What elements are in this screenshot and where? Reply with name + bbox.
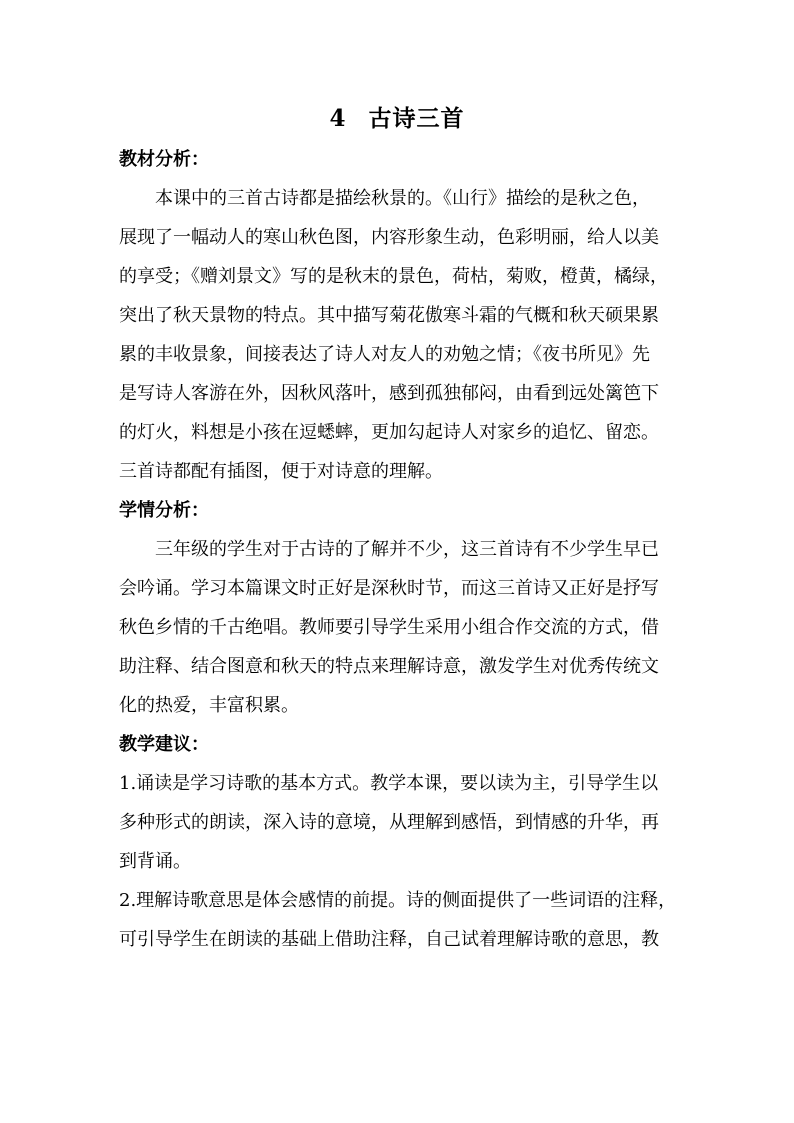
text-line: 本课中的三首古诗都是描绘秋景的。《山行》描绘的是秋之色， [155,188,650,209]
section-heading-textbook-analysis: 教材分析： [119,149,209,170]
document-body [119,140,694,959]
text-line: 三首诗都配有插图，便于对诗意的理解。 [119,461,443,482]
text-line: 到背诵。 [119,851,191,872]
text-line: 1.诵读是学习诗歌的基本方式。教学本课，要以读为主，引导学生以 [119,773,659,794]
text-line: 展现了一幅动人的寒山秋色图，内容形象生动，色彩明丽，给人以美 [119,227,659,248]
paragraph-textbook-analysis [119,179,694,491]
paragraph-student-analysis [119,530,694,725]
section-heading-teaching-suggestions: 教学建议： [119,734,209,755]
list-item-suggestion-2 [119,881,694,959]
list-item-suggestion-1 [119,764,694,881]
text-line: 多种形式的朗读，深入诗的意境，从理解到感悟，到情感的升华，再 [119,812,659,833]
text-line: 秋色乡情的千古绝唱。教师要引导学生采用小组合作交流的方式，借 [119,617,659,638]
text-line: 2.理解诗歌意思是体会感情的前提。诗的侧面提供了一些词语的注释， [119,890,677,911]
text-line: 可引导学生在朗读的基础上借助注释，自己试着理解诗歌的意思，教 [119,929,659,950]
text-line: 会吟诵。学习本篇课文时正好是深秋时节，而这三首诗又正好是抒写 [119,578,659,599]
text-line: 的享受；《赠刘景文》写的是秋末的景色，荷枯，菊败，橙黄，橘绿， [119,266,668,287]
text-line: 的灯火，料想是小孩在逗蟋蟀，更加勾起诗人对家乡的追忆、留恋。 [119,422,659,443]
title-text: 古诗三首 [368,105,465,132]
text-line: 累的丰收景象，间接表达了诗人对友人的劝勉之情；《夜书所见》先 [119,344,650,365]
text-line: 突出了秋天景物的特点。其中描写菊花傲寒斗霜的气概和秋天硕果累 [119,305,659,326]
section-heading-student-analysis: 学情分析： [119,500,209,521]
text-line: 助注释、结合图意和秋天的特点来理解诗意，激发学生对优秀传统文 [119,656,659,677]
page-title [0,100,794,133]
text-line: 是写诗人客游在外，因秋风落叶，感到孤独郁闷，由看到远处篱笆下 [119,383,659,404]
title-number: 4 [329,105,347,132]
text-line: 三年级的学生对于古诗的了解并不少，这三首诗有不少学生早已 [155,539,659,560]
text-line: 化的热爱，丰富积累。 [119,695,299,716]
